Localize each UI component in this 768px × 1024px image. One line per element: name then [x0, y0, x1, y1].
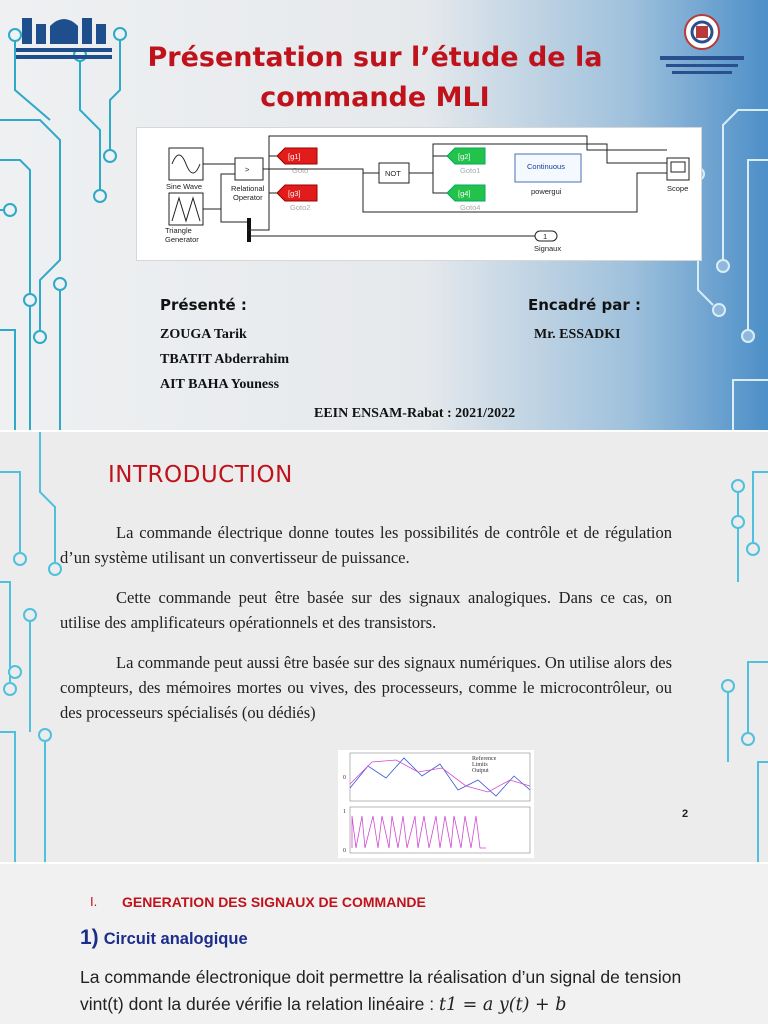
- circuit-decoration-left: [0, 432, 90, 862]
- title-slide: [0, 0, 768, 430]
- powergui-top: Continuous: [527, 162, 565, 171]
- powergui-label: powergui: [531, 187, 562, 196]
- presenter-name: ZOUGA Tarik: [160, 327, 247, 342]
- simulink-diagram: [136, 127, 702, 261]
- generation-slide: [0, 864, 768, 1024]
- page-number: 2: [682, 808, 689, 820]
- g4-label: [g4]: [458, 189, 471, 198]
- goto1-label: Goto: [292, 166, 309, 175]
- g3-label: [g3]: [288, 189, 301, 198]
- section-title: GENERATION DES SIGNAUX DE COMMANDE: [122, 894, 426, 910]
- g2-label: [g2]: [458, 152, 471, 161]
- triangle-label: Triangle Generator: [165, 226, 199, 244]
- body-text: La commande électronique doit permettre la réalisation d’un signal de tension vint(t) dont la durée vérifie la relation linéaire :: [80, 967, 682, 1014]
- figure-tick: 1: [343, 809, 346, 815]
- figure-tick: 0: [343, 775, 346, 781]
- presented-label: Présenté :: [160, 296, 247, 314]
- subsection-label: Circuit analogique: [103, 930, 248, 948]
- g1-label: [g1]: [288, 152, 301, 161]
- body-paragraph: [80, 964, 700, 1019]
- pwm-waveform-figure: [338, 750, 534, 858]
- section-title: INTRODUCTION: [108, 462, 293, 488]
- not-label: NOT: [385, 169, 401, 178]
- slide-footer: EEIN ENSAM-Rabat : 2021/2022: [314, 406, 516, 421]
- legend-limits: Limits: [472, 762, 488, 768]
- scope-label: Scope: [667, 184, 689, 193]
- legend-reference: Reference: [472, 756, 497, 762]
- goto3-label: Goto2: [290, 203, 311, 212]
- slide-title: Présentation sur l’étude de la commande MLI: [147, 42, 603, 113]
- figure-tick: 0: [343, 848, 346, 854]
- outport-label: Signaux: [534, 244, 562, 253]
- goto4-label: Goto4: [460, 203, 481, 212]
- relop-symbol: >: [245, 165, 250, 174]
- subsection-title: [80, 926, 248, 950]
- legend-output: Output: [472, 768, 489, 774]
- goto2-label: Goto1: [460, 166, 481, 175]
- equation: t1 = a y(t) + b: [438, 995, 567, 1015]
- relop-label: Relational Operator: [231, 184, 265, 202]
- university-logo: [8, 14, 118, 62]
- outport-number: 1: [543, 232, 548, 241]
- presenter-name: AIT BAHA Youness: [160, 377, 280, 392]
- circuit-decoration-right: [698, 432, 768, 862]
- introduction-slide: [0, 432, 768, 862]
- section-number: I.: [90, 894, 98, 909]
- paragraph: La commande électrique donne toutes les possibilités de contrôle et de régulation d’un système utilisant un convertisseur de puissance.: [60, 523, 672, 567]
- paragraph: Cette commande peut être basée sur des signaux analogiques. Dans ce cas, on utilise des amplificateurs opérationnels et des transistors.: [60, 588, 672, 632]
- presenter-name: TBATIT Abderrahim: [160, 352, 290, 367]
- supervisor-label: Encadré par :: [528, 296, 641, 314]
- ensam-logo: [652, 10, 752, 80]
- subsection-number: 1): [80, 926, 99, 949]
- paragraph: La commande peut aussi être basée sur des signaux numériques. On utilise alors des compteurs, des mémoires mortes ou vives, des processeurs, comme le microcontrôleur, ou des processeurs spécialisés (ou dédiés): [60, 653, 672, 722]
- sine-wave-label: Sine Wave: [166, 182, 202, 191]
- supervisor-name: Mr. ESSADKI: [534, 327, 621, 342]
